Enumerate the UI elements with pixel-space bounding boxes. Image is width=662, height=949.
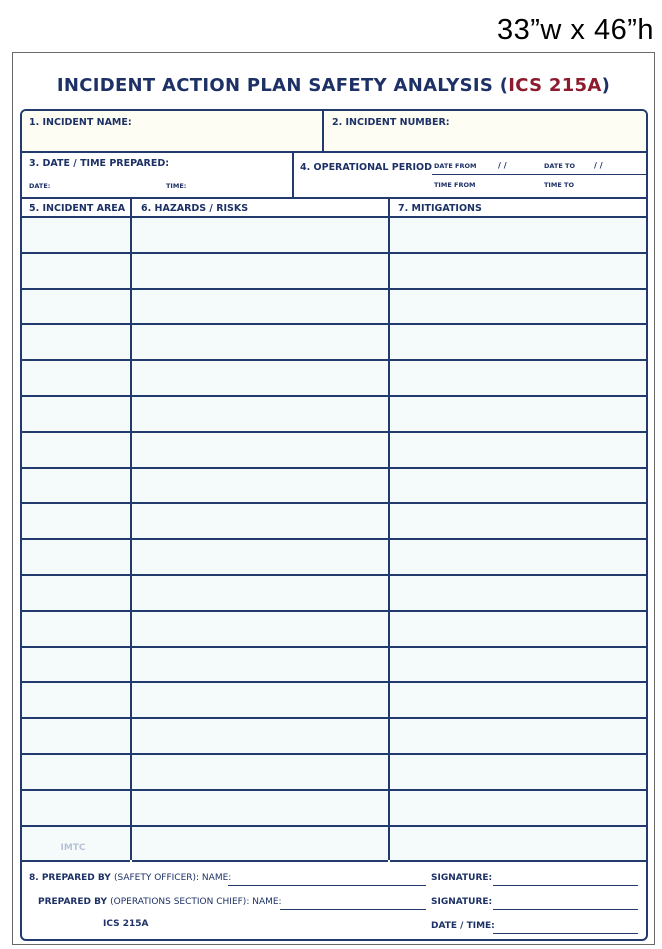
divider xyxy=(22,197,648,199)
mitigations-cell[interactable] xyxy=(390,504,648,540)
incident-area-cell[interactable] xyxy=(22,433,130,469)
hazards-cell[interactable] xyxy=(132,433,388,469)
signature-label: SIGNATURE: xyxy=(431,873,493,883)
prepared-by-label xyxy=(29,873,231,883)
mitigations-cell[interactable] xyxy=(390,612,648,648)
incident-area-cell[interactable] xyxy=(22,648,130,684)
mitigations-cell[interactable] xyxy=(390,719,648,755)
time-label: TIME: xyxy=(166,182,187,190)
form-frame xyxy=(20,109,648,941)
prepared-by-1: 8. PREPARED BY xyxy=(29,873,111,883)
date-from-label: DATE FROM xyxy=(434,162,477,170)
date-time-field[interactable] xyxy=(493,933,638,934)
hazards-cell[interactable] xyxy=(132,683,388,719)
incident-area-cell[interactable] xyxy=(22,683,130,719)
mitigations-cell[interactable] xyxy=(390,397,648,433)
mitigations-cell[interactable] xyxy=(390,361,648,397)
ops-chief-name-field[interactable] xyxy=(280,909,426,910)
hazards-header: 6. HAZARDS / RISKS xyxy=(141,203,249,214)
hazards-cell[interactable] xyxy=(132,469,388,505)
divider xyxy=(432,174,648,175)
hazards-cell[interactable] xyxy=(132,254,388,290)
logo-text: IMTC xyxy=(60,843,86,853)
incident-area-cell[interactable] xyxy=(22,361,130,397)
hazards-cell[interactable] xyxy=(132,719,388,755)
incident-area-cell[interactable] xyxy=(22,755,130,791)
incident-area-cell[interactable] xyxy=(22,397,130,433)
hazards-cell[interactable] xyxy=(132,504,388,540)
prepared-by-2-role: (OPERATIONS SECTION CHIEF): NAME: xyxy=(110,897,282,907)
mitigations-cell[interactable] xyxy=(390,218,648,254)
divider xyxy=(22,151,648,153)
hazards-cell[interactable] xyxy=(132,218,388,254)
incident-area-cell[interactable] xyxy=(22,290,130,326)
title-main: INCIDENT ACTION PLAN SAFETY ANALYSIS ( xyxy=(56,75,509,96)
incident-area-cell[interactable] xyxy=(22,254,130,290)
mitigations-cell[interactable] xyxy=(390,433,648,469)
hazards-cell[interactable] xyxy=(132,290,388,326)
mitigations-cell[interactable] xyxy=(390,325,648,361)
mitigations-cell[interactable] xyxy=(390,827,648,863)
incident-name-field[interactable] xyxy=(132,115,322,131)
hazards-cell[interactable] xyxy=(132,827,388,863)
divider xyxy=(322,111,324,151)
hazards-cell[interactable] xyxy=(132,648,388,684)
date-to-label: DATE TO xyxy=(544,162,576,170)
time-from-label: TIME FROM xyxy=(434,181,476,189)
hazards-cell[interactable] xyxy=(132,576,388,612)
incident-area-cell[interactable] xyxy=(22,612,130,648)
mitigations-cell[interactable] xyxy=(390,648,648,684)
incident-number-label: 2. INCIDENT NUMBER: xyxy=(332,117,450,128)
mitigations-cell[interactable] xyxy=(390,540,648,576)
mitigations-cell[interactable] xyxy=(390,254,648,290)
incident-area-cell[interactable] xyxy=(22,469,130,505)
title-close: ) xyxy=(601,75,611,96)
incident-area-cell[interactable] xyxy=(22,719,130,755)
incident-area-cell[interactable] xyxy=(22,540,130,576)
signature-label-2: SIGNATURE: xyxy=(431,897,493,907)
incident-area-cell[interactable] xyxy=(22,504,130,540)
operational-period-label: 4. OPERATIONAL PERIOD xyxy=(300,162,433,173)
date-label: DATE: xyxy=(29,182,51,190)
incident-number-field[interactable] xyxy=(442,115,642,131)
title-code: ICS 215A xyxy=(508,75,602,96)
column-divider xyxy=(130,197,132,860)
form-code: ICS 215A xyxy=(103,919,149,929)
date-to-slashes[interactable]: / / xyxy=(594,161,603,170)
time-to-label: TIME TO xyxy=(544,181,574,189)
hazards-cell[interactable] xyxy=(132,397,388,433)
mitigations-cell[interactable] xyxy=(390,683,648,719)
form-sheet xyxy=(12,52,655,945)
safety-officer-name-field[interactable] xyxy=(228,885,426,886)
mitigations-cell[interactable] xyxy=(390,290,648,326)
mitigations-cell[interactable] xyxy=(390,791,648,827)
incident-area-cell[interactable] xyxy=(22,325,130,361)
hazards-cell[interactable] xyxy=(132,361,388,397)
incident-name-label: 1. INCIDENT NAME: xyxy=(29,117,132,128)
incident-area-header: 5. INCIDENT AREA xyxy=(29,203,126,214)
date-from-slashes[interactable]: / / xyxy=(498,161,507,170)
mitigations-cell[interactable] xyxy=(390,576,648,612)
ops-chief-signature-field[interactable] xyxy=(493,909,638,910)
mitigations-header: 7. MITIGATIONS xyxy=(398,203,482,214)
form-title xyxy=(13,75,654,96)
prepared-by-1-role: (SAFETY OFFICER): NAME: xyxy=(113,873,232,883)
incident-area-cell[interactable] xyxy=(22,576,130,612)
size-label: 33”w x 46”h xyxy=(496,14,654,46)
divider xyxy=(292,151,294,197)
safety-officer-signature-field[interactable] xyxy=(493,885,638,886)
hazards-cell[interactable] xyxy=(132,755,388,791)
mitigations-cell[interactable] xyxy=(390,755,648,791)
prepared-by-2-label xyxy=(38,897,282,907)
column-divider xyxy=(388,197,390,860)
mitigations-cell[interactable] xyxy=(390,469,648,505)
hazards-cell[interactable] xyxy=(132,540,388,576)
hazards-cell[interactable] xyxy=(132,325,388,361)
hazards-cell[interactable] xyxy=(132,791,388,827)
prepared-by-2: PREPARED BY xyxy=(38,897,107,907)
date-time-prepared-label: 3. DATE / TIME PREPARED: xyxy=(29,158,170,169)
incident-area-cell[interactable] xyxy=(22,218,130,254)
incident-area-cell[interactable] xyxy=(22,791,130,827)
imtc-logo xyxy=(43,843,103,873)
date-time-label: DATE / TIME: xyxy=(431,921,495,931)
hazards-cell[interactable] xyxy=(132,612,388,648)
